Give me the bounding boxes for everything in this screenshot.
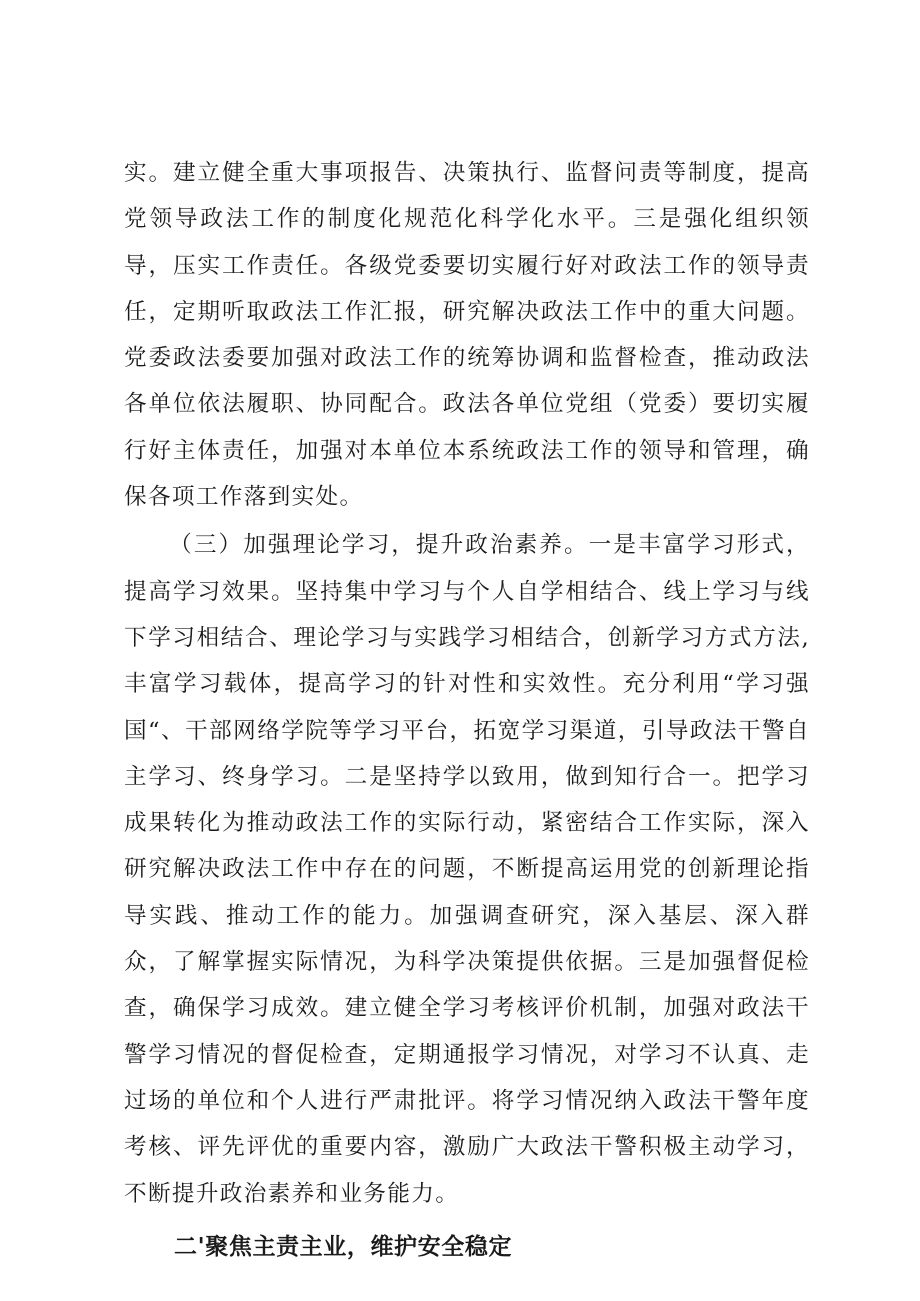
paragraph-section-three: （三）加强理论学习，提升政治素养。一是丰富学习形式，提高学习效果。坚持集中学习与个人自学相结合、线上学习与线下学习相结合、理论学习与实践学习相结合，创新学习方式方法,丰富学习载体，提高学习的针对性和实效性。充分利用“学习强国“、干部网络学院等学习平台，拓宽学习渠道，引导政法干警自主学习、终身学习。二是坚持学以致用，做到知行合一。把学习成果转化为推动政法工作的实际行动，紧密结合工作实际，深入研究解决政法工作中存在的问题，不断提高运用党的创新理论指导实践、推动工作的能力。加强调查研究，深入基层、深入群众，了解掌握实际情况，为科学决策提供依据。三是加强督促检查，确保学习成效。建立健全学习考核评价机制，加强对政法干警学习情况的督促检查，定期通报学习情况，对学习不认真、走过场的单位和个人进行严肃批评。将学习情况纳入政法干警年度考核、评先评优的重要内容，激励广大政法干警积极主动学习，不断提升政治素养和业务能力。 (124, 532, 810, 1207)
document-body (124, 150, 810, 1269)
section-heading-two: 二'聚焦主责主业，维护安全稳定 (174, 1233, 513, 1260)
paragraph-continuation: 实。建立健全重大事项报告、决策执行、监督问责等制度，提高党领导政法工作的制度化规范化科学化水平。三是强化组织领导，压实工作责任。各级党委要切实履行好对政法工作的领导责任，定期听取政法工作汇报，研究解决政法工作中的重大问题。党委政法委要加强对政法工作的统筹协调和监督检查，推动政法各单位依法履职、协同配合。政法各单位党组（党委）要切实履行好主体责任，加强对本单位本系统政法工作的领导和管理，确保各项工作落到实处。 (124, 160, 810, 511)
